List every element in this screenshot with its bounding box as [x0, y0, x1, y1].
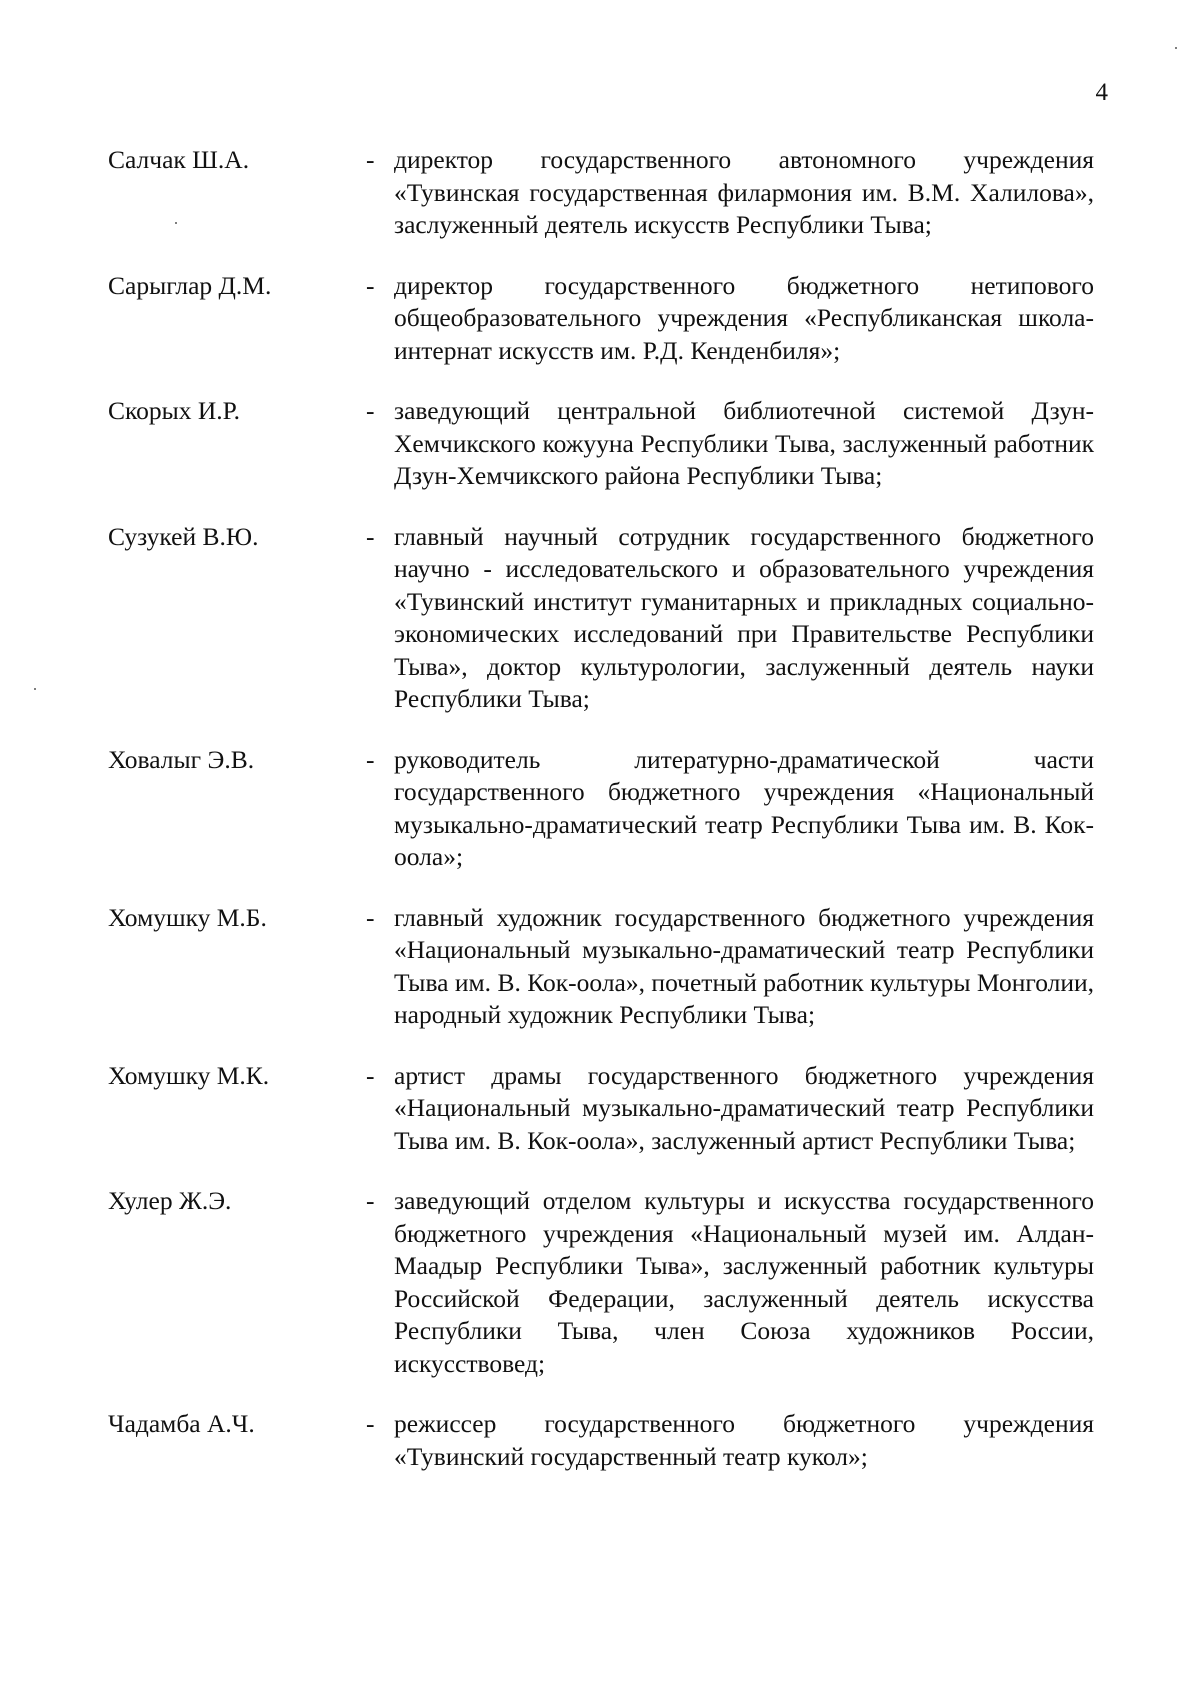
list-item	[108, 395, 1108, 493]
list-item	[108, 1185, 1108, 1380]
member-description: директор государственного автономного учреждения «Тувинская государственная филармония им. В.М. Халилова», заслуженный деятель искусств Республики Тыва;	[394, 145, 1094, 239]
scan-speck	[34, 688, 36, 690]
separator-dash: -	[366, 902, 375, 932]
separator-dash: -	[366, 521, 375, 551]
member-name: Сузукей В.Ю.	[108, 521, 259, 551]
separator-dash: -	[366, 145, 375, 174]
member-description: режиссер государственного бюджетного учреждения «Тувинский государственный театр кукол»;	[394, 1409, 1094, 1471]
member-description: руководитель литературно-драматической части государственного бюджетного учреждения «Национальный музыкально-драматический театр Республики Тыва им. В. Кок-оола»;	[394, 744, 1094, 871]
member-description: главный научный сотрудник государственного бюджетного научно - исследовательского и образовательного учреждения «Тувинский институт гуманитарных и прикладных социально-экономических исследований при Правительстве Республики Тыва», доктор культурологии, заслуженный деятель науки Республики Тыва;	[394, 521, 1094, 713]
member-name: Сарыглар Д.М.	[108, 270, 272, 300]
member-name: Чадамба А.Ч.	[108, 1409, 255, 1438]
list-item	[108, 144, 1108, 242]
member-description: заведующий отделом культуры и искусства государственного бюджетного учреждения «Национальный музей им. Алдан-Маадыр Республики Тыва», заслуженный работник культуры Российской Федерации, заслуженный деятель искусства Республики Тыва, член Союза художников России, искусствовед;	[394, 1186, 1094, 1378]
member-name: Салчак Ш.А.	[108, 145, 250, 174]
member-list	[108, 144, 1108, 1501]
member-name: Хулер Ж.Э.	[108, 1186, 232, 1215]
list-item	[108, 1060, 1108, 1158]
member-description: заведующий центральной библиотечной системой Дзун-Хемчикского кожууна Республики Тыва, заслуженный работник Дзун-Хемчикского района Республики Тыва;	[394, 396, 1094, 490]
member-name: Хомушку М.Б.	[108, 902, 267, 932]
separator-dash: -	[366, 396, 375, 425]
member-name: Хомушку М.К.	[108, 1060, 270, 1090]
member-description: главный художник государственного бюджетного учреждения «Национальный музыкально-драматический театр Республики Тыва им. В. Кок-оола», почетный работник культуры Монголии, народный художник Республики Тыва;	[394, 902, 1094, 1029]
scan-speck	[1175, 47, 1177, 49]
member-name: Ховалыг Э.В.	[108, 744, 255, 774]
list-item	[108, 902, 1108, 1032]
list-item	[108, 521, 1108, 716]
page-number: 4	[1095, 79, 1108, 106]
member-name: Скорых И.Р.	[108, 396, 241, 425]
member-description: директор государственного бюджетного нетипового общеобразовательного учреждения «Республиканская школа-интернат искусств им. Р.Д. Кенденбиля»;	[394, 270, 1094, 365]
separator-dash: -	[366, 1060, 375, 1090]
list-item	[108, 270, 1108, 368]
separator-dash: -	[366, 1186, 375, 1215]
list-item	[108, 1408, 1108, 1473]
separator-dash: -	[366, 270, 375, 300]
separator-dash: -	[366, 744, 375, 774]
list-item	[108, 744, 1108, 874]
member-description: артист драмы государственного бюджетного учреждения «Национальный музыкально-драматический театр Республики Тыва им. В. Кок-оола», заслуженный артист Республики Тыва;	[394, 1060, 1094, 1155]
separator-dash: -	[366, 1409, 375, 1438]
